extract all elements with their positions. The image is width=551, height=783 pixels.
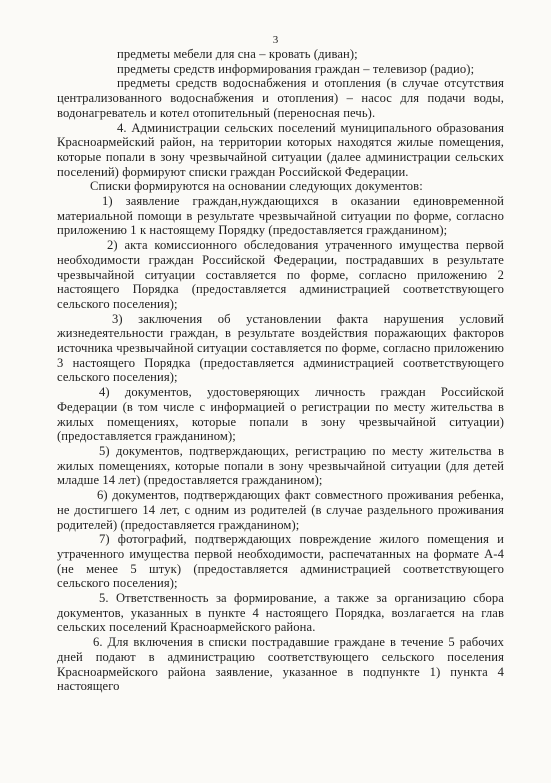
document-body <box>57 47 504 694</box>
paragraph: 7) фотографий, подтверждающих повреждение жилого помещения и утраченного имущества первой необходимости, распечатанных на формате А-4 (не менее 5 штук) (предоставляется администрацией соответствующего сельского поселения); <box>57 532 504 591</box>
paragraph: 1) заявление граждан,нуждающихся в оказании единовременной материальной помощи в результате чрезвычайной ситуации по форме, согласно приложению 1 к настоящему Порядку (предоставляется гражданином); <box>57 194 504 238</box>
paragraph: 6. Для включения в списки пострадавшие граждане в течение 5 рабочих дней подают в администрацию соответствующего сельского поселения Красноармейского района заявление, указанное в подпункте 1) пункта 4 настоящего <box>57 635 504 694</box>
paragraph: предметы мебели для сна – кровать (диван); <box>117 47 358 61</box>
paragraph: 3) заключения об установлении факта нарушения условий жизнедеятельности граждан, в результате воздействия поражающих факторов источника чрезвычайной ситуации составляется по форме, согласно приложению 3 настоящего Порядка (предоставляется администрацией соответствующего сельского поселения); <box>57 311 504 385</box>
paragraph: предметы средств информирования граждан – телевизор (радио); <box>117 61 475 76</box>
paragraph: 4) документов, удостоверяющих личность граждан Российской Федерации (в том числе с информацией о регистрации по месту жительства в жилых помещениях, которые попали в зону чрезвычайной ситуации) (предоставляется гражданином); <box>57 385 504 444</box>
paragraph: 6) документов, подтверждающих факт совместного проживания ребенка, не достигшего 14 лет, с одним из родителей (в случае раздельного проживания родителей) (предоставляется гражданином); <box>57 488 504 532</box>
paragraph: 2) акта комиссионного обследования утраченного имущества первой необходимости граждан Российской Федерации, пострадавших в результате чрезвычайной ситуации составляется по форме, согласно приложению 2 настоящего Порядка (предоставляется администрацией соответствующего сельского поселения); <box>57 238 504 311</box>
paragraph: 5) документов, подтверждающих, регистрацию по месту жительства в жилых помещениях, которые попали в зону чрезвычайной ситуации (для детей младше 14 лет) (предоставляется гражданином); <box>57 443 504 488</box>
page-number: 3 <box>272 34 279 46</box>
paragraph: 5. Ответственность за формирование, а также за организацию сбора документов, указанных в пункте 4 настоящего Порядка, возлагается на глав сельских поселений Красноармейского района. <box>57 591 504 635</box>
paragraph: Списки формируются на основании следующих документов: <box>90 179 423 194</box>
paragraph: 4. Администрации сельских поселений муниципального образования Красноармейский район, на территории которых находятся жилые помещения, которые попали в зону чрезвычайной ситуации (далее администрации сельских поселений) формируют списки граждан Российской Федерации. <box>57 120 504 179</box>
paragraph: предметы средств водоснабжения и отопления (в случае отсутствия централизованного водоснабжения и отопления) – насос для подачи воды, водонагреватель и котел отопительный (переносная печь). <box>57 76 504 120</box>
